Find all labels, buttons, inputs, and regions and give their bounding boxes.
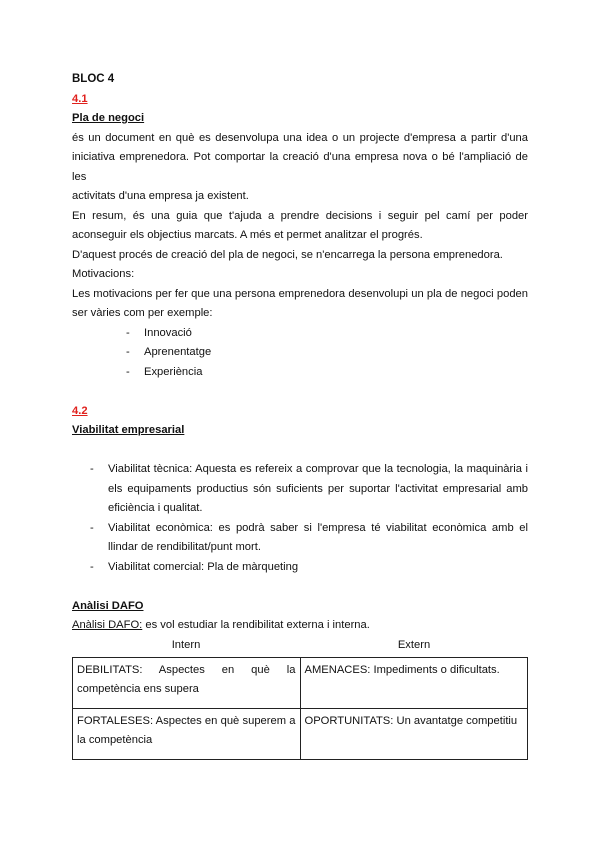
paragraph-line: iniciativa emprenedora. Pot comportar la creació d'una empresa nova o bé l'ampliació de les [72, 151, 528, 183]
paragraph-line: ser vàries com per exemple: [72, 307, 213, 319]
dafo-intro-text: es vol estudiar la rendibilitat externa i interna. [142, 619, 370, 631]
dafo-col-extern: Extern [397, 638, 431, 651]
list-item-line: - Viabilitat econòmica: es podrà saber si l'empresa té viabilitat econòmica amb el [108, 521, 528, 534]
dafo-title: Anàlisi DAFO [72, 599, 144, 612]
list-item-line: llindar de rendibilitat/punt mort. [108, 541, 261, 553]
paragraph-line: En resum, és una guia que t'ajuda a prendre decisions i seguir pel camí per poder [72, 209, 528, 222]
bloc-title: BLOC 4 [72, 73, 115, 85]
section-number-4-1: 4.1 [72, 92, 88, 105]
dafo-col-intern: Intern [171, 638, 201, 651]
list-item [72, 460, 528, 519]
table-row [73, 708, 528, 759]
list-item [72, 558, 528, 578]
section-title-pla-de-negoci: Pla de negoci [72, 112, 145, 124]
list-item: - Experiència [72, 363, 528, 383]
dafo-amenaces: AMENACES: Impediments o dificultats. [300, 657, 528, 708]
paragraph-line: Motivacions: [72, 268, 135, 280]
list-item-line: eficiència i qualitat. [108, 502, 203, 514]
list-item-line: - Viabilitat comercial: Pla de màrqueting [108, 560, 299, 573]
list-item: - Aprenentatge [72, 343, 528, 363]
paragraph-line: Les motivacions per fer que una persona emprenedora desenvolupi un pla de negoci poden [72, 287, 528, 300]
dafo-header-row [72, 636, 528, 655]
dafo-fortaleses: FORTALESES: Aspectes en què superem a la competència [73, 708, 301, 759]
paragraph-line: activitats d'una empresa ja existent. [72, 190, 249, 202]
section-number-4-2: 4.2 [72, 404, 88, 417]
table-row [73, 657, 528, 708]
document-page [72, 70, 528, 760]
dafo-intro-label: Anàlisi DAFO: [72, 619, 143, 631]
list-item: - Innovació [72, 324, 528, 344]
dafo-oportunitats: OPORTUNITATS: Un avantatge competitiu [300, 708, 528, 759]
dafo-table [72, 657, 528, 760]
viabilitat-list [72, 460, 528, 577]
list-item [72, 519, 528, 558]
paragraph-line: D'aquest procés de creació del pla de negoci, se n'encarrega la persona emprenedora. [72, 248, 503, 261]
paragraph-line: és un document en què es desenvolupa una idea o un projecte d'empresa a partir d'una [72, 131, 528, 144]
motivations-list [72, 324, 528, 383]
dafo-debilitats: DEBILITATS: Aspectes en què la competència ens supera [73, 657, 301, 708]
list-item-line: els equipaments productius són suficients per suportar l'activitat empresarial amb [108, 482, 528, 495]
section-title-viabilitat: Viabilitat empresarial [72, 424, 185, 436]
list-item-line: - Viabilitat tècnica: Aquesta es refereix a comprovar que la tecnologia, la maquinària i [108, 463, 528, 475]
paragraph-line: aconseguir els objectius marcats. A més et permet analitzar el progrés. [72, 229, 423, 241]
dafo-intro [72, 616, 528, 636]
